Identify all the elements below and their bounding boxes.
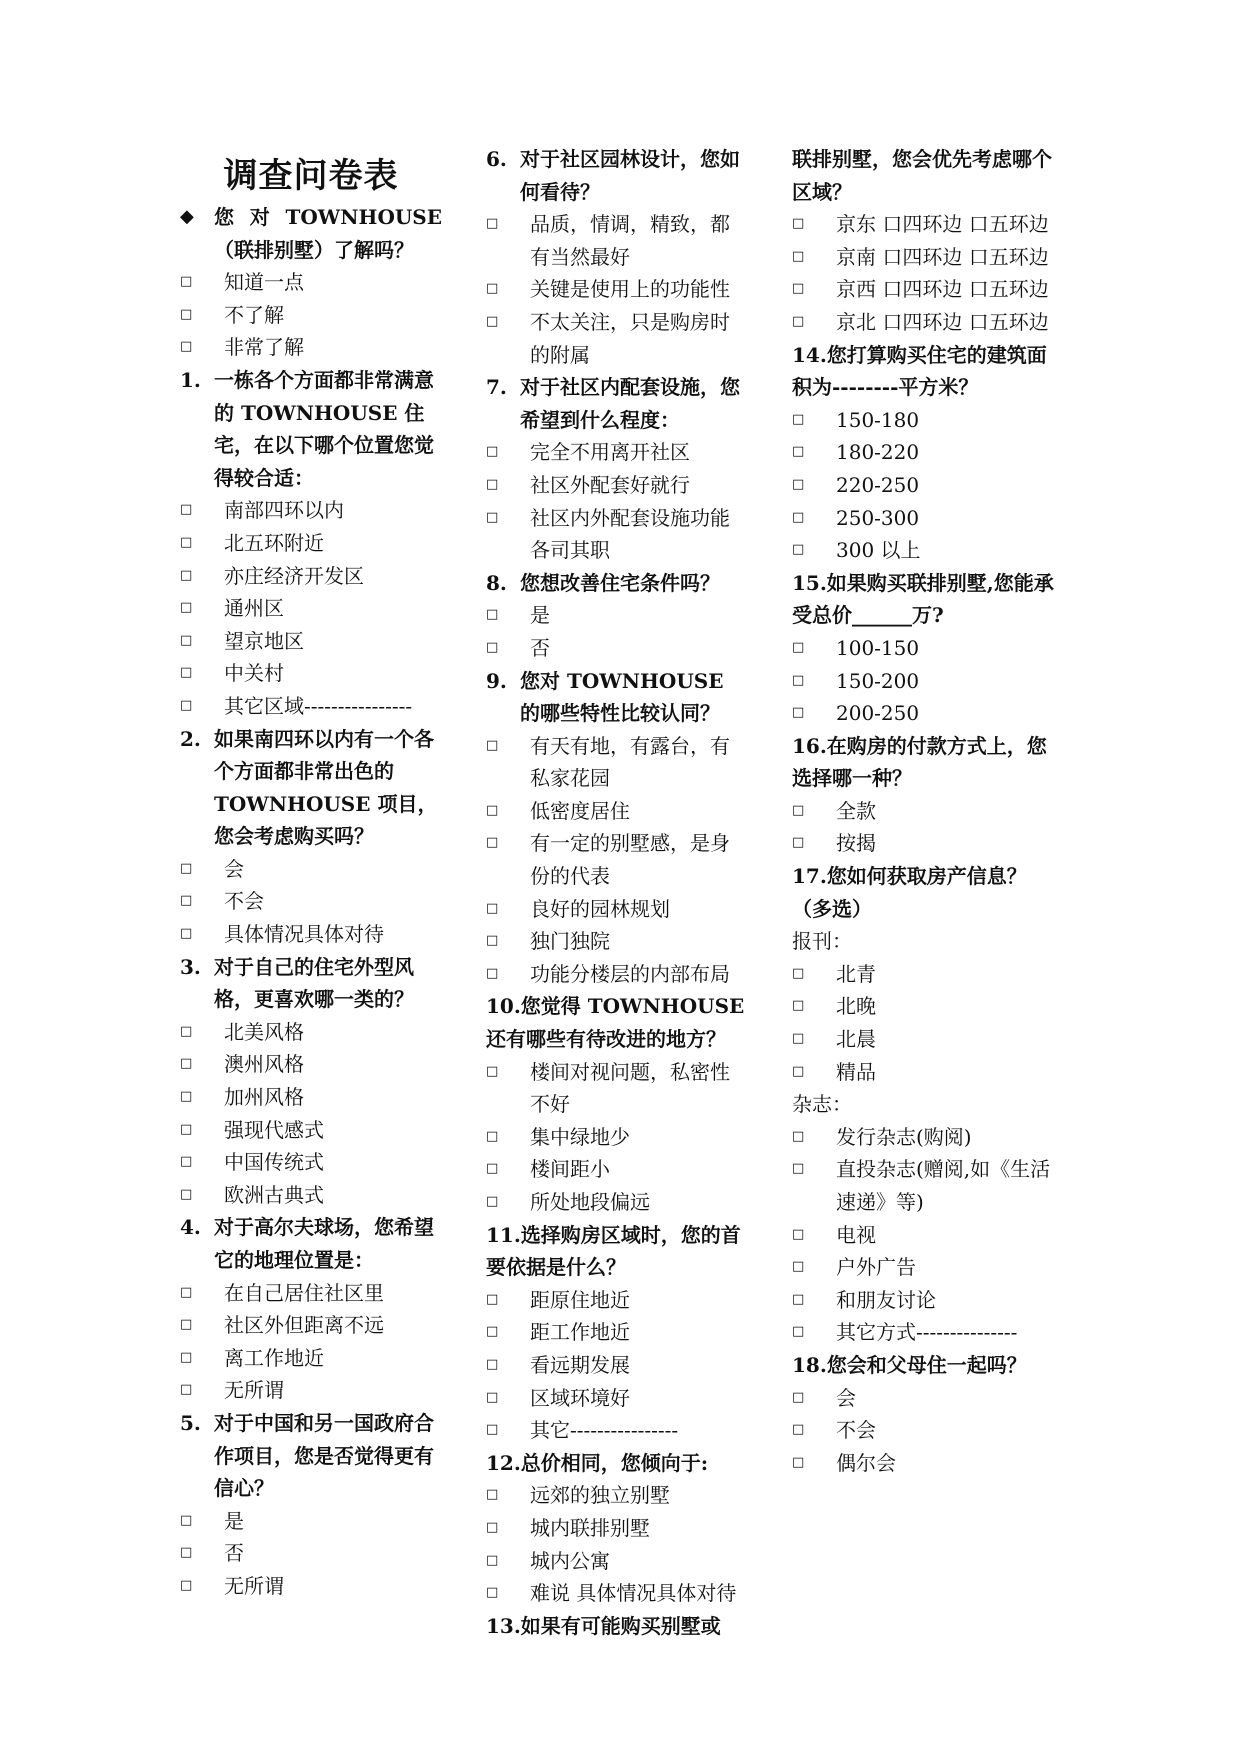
option-label: 低密度居住 <box>530 798 630 823</box>
checkbox-icon[interactable]: □ <box>792 1454 805 1470</box>
checkbox-icon[interactable]: □ <box>486 1422 499 1438</box>
label-papers: 报刊： <box>792 929 852 954</box>
column-2 <box>486 143 748 1642</box>
checkbox-icon[interactable]: □ <box>486 607 499 623</box>
option-label: 电视 <box>836 1222 876 1247</box>
option-list <box>486 1284 748 1447</box>
checkbox-option[interactable] <box>792 1121 1056 1154</box>
checkbox-icon[interactable]: □ <box>792 1259 805 1275</box>
checkbox-icon[interactable]: □ <box>792 1324 805 1340</box>
intro-question: ◆ 您 对 TOWNHOUSE （联排别墅）了解吗？ <box>180 201 442 266</box>
checkbox-icon[interactable]: □ <box>180 1284 193 1300</box>
option-label: 远郊的独立别墅 <box>530 1483 670 1508</box>
checkbox-option[interactable] <box>792 1056 1056 1089</box>
checkbox-option[interactable] <box>180 1537 442 1570</box>
checkbox-icon[interactable]: □ <box>486 900 499 916</box>
option-label: 北青 <box>836 961 876 986</box>
checkbox-option[interactable] <box>792 632 1056 665</box>
option-label: 中国传统式 <box>224 1150 324 1175</box>
option-label: 直投杂志(赠阅,如《生活速递》等) <box>836 1157 1051 1214</box>
checkbox-option[interactable] <box>180 527 442 560</box>
option-label: 楼间对视问题，私密性不好 <box>530 1059 730 1117</box>
checkbox-icon[interactable]: □ <box>486 802 499 818</box>
option-label: 功能分楼层的内部布局 <box>530 961 730 986</box>
option-label: 会 <box>836 1385 856 1410</box>
checkbox-icon[interactable]: □ <box>180 860 193 876</box>
checkbox-icon[interactable]: □ <box>180 306 193 322</box>
option-label: 所处地段偏远 <box>530 1190 650 1214</box>
checkbox-option[interactable] <box>792 1316 1056 1349</box>
option-label: 无所谓 <box>224 1378 284 1403</box>
checkbox-icon[interactable]: □ <box>792 248 805 264</box>
checkbox-icon[interactable]: □ <box>180 1154 193 1170</box>
question-13-start: 13.如果有可能购买别墅或 <box>486 1613 721 1638</box>
checkbox-option[interactable] <box>180 266 442 299</box>
option-list <box>180 1016 442 1212</box>
checkbox-option[interactable] <box>486 1512 748 1545</box>
checkbox-icon[interactable]: □ <box>180 1382 193 1398</box>
option-list <box>486 599 748 664</box>
option-list <box>792 632 1056 730</box>
option-list <box>180 853 442 951</box>
checkbox-option[interactable] <box>180 1114 442 1147</box>
question-4: 4. 对于高尔夫球场，您希望它的地理位置是： <box>180 1215 434 1272</box>
checkbox-icon[interactable]: □ <box>792 411 805 427</box>
checkbox-option[interactable] <box>486 893 748 926</box>
checkbox-icon[interactable]: □ <box>792 313 805 329</box>
option-list <box>792 404 1056 567</box>
checkbox-option[interactable] <box>486 502 748 567</box>
checkbox-icon[interactable]: □ <box>486 1356 499 1372</box>
checkbox-option[interactable] <box>486 1121 748 1154</box>
option-label: 220-250 <box>836 472 920 497</box>
checkbox-option[interactable] <box>792 436 1056 469</box>
option-list <box>486 208 748 371</box>
checkbox-option[interactable] <box>486 1316 748 1349</box>
checkbox-option[interactable] <box>180 1277 442 1310</box>
option-list <box>180 1505 442 1603</box>
checkbox-option[interactable] <box>792 1447 1056 1480</box>
option-label: 关键是使用上的功能性 <box>530 277 730 302</box>
checkbox-option[interactable] <box>180 1048 442 1081</box>
option-label: 欧洲古典式 <box>224 1182 324 1207</box>
option-label: 其它---------------- <box>530 1418 679 1443</box>
checkbox-option[interactable] <box>180 690 442 723</box>
option-label: 距工作地近 <box>530 1320 630 1345</box>
checkbox-icon[interactable]: □ <box>180 1317 193 1333</box>
option-list <box>180 494 442 722</box>
option-label: 其它区域---------------- <box>224 693 413 718</box>
option-label: 集中绿地少 <box>530 1124 630 1149</box>
option-label: 距原住地近 <box>530 1287 630 1312</box>
option-label: 200-250 <box>836 701 920 726</box>
checkbox-icon[interactable]: □ <box>792 1422 805 1438</box>
checkbox-option[interactable] <box>792 697 1056 730</box>
option-label: 强现代感式 <box>224 1117 324 1142</box>
question-13-rest: 联排别墅，您会优先考虑哪个区域？ <box>792 147 1052 204</box>
checkbox-option[interactable] <box>486 1382 748 1415</box>
checkbox-icon[interactable]: □ <box>792 476 805 492</box>
question-1: 1. 一栋各个方面都非常满意的 TOWNHOUSE 住宅，在以下哪个位置您觉得较合适： <box>180 367 434 490</box>
checkbox-icon[interactable]: □ <box>486 509 499 525</box>
checkbox-option[interactable] <box>180 494 442 527</box>
option-label: 南部四环以内 <box>224 498 344 523</box>
option-label: 100-150 <box>836 635 920 660</box>
checkbox-icon[interactable]: □ <box>180 274 193 290</box>
checkbox-option[interactable] <box>486 1414 748 1447</box>
checkbox-option[interactable] <box>486 1284 748 1317</box>
checkbox-icon[interactable]: □ <box>180 893 193 909</box>
checkbox-option[interactable] <box>486 599 748 632</box>
checkbox-icon[interactable]: □ <box>486 1128 499 1144</box>
option-label: 发行杂志(购阅) <box>836 1124 972 1149</box>
checkbox-icon[interactable]: □ <box>180 600 193 616</box>
checkbox-icon[interactable]: □ <box>486 444 499 460</box>
option-label: 150-200 <box>836 668 920 693</box>
checkbox-icon[interactable]: □ <box>792 1128 805 1144</box>
checkbox-icon[interactable]: □ <box>792 542 805 558</box>
checkbox-icon[interactable]: □ <box>486 1552 499 1568</box>
option-label: 在自己居住社区里 <box>224 1280 384 1305</box>
option-label: 和朋友讨论 <box>836 1287 936 1312</box>
option-label: 有一定的别墅感，是身份的代表 <box>530 831 730 889</box>
option-list <box>180 266 442 364</box>
checkbox-icon[interactable]: □ <box>486 639 499 655</box>
checkbox-icon[interactable]: □ <box>486 1063 499 1079</box>
checkbox-icon[interactable]: □ <box>486 1161 499 1177</box>
checkbox-option[interactable] <box>180 1179 442 1212</box>
checkbox-icon[interactable]: □ <box>486 1519 499 1535</box>
question-14: 14.您打算购买住宅的建筑面积为--------平方米？ <box>792 342 1047 400</box>
checkbox-option[interactable] <box>486 1153 748 1186</box>
checkbox-icon[interactable]: □ <box>180 339 193 355</box>
question-12: 12.总价相同，您倾向于: <box>486 1450 709 1475</box>
option-label: 是 <box>224 1508 244 1533</box>
checkbox-option[interactable] <box>792 208 1056 241</box>
option-label: 城内联排别墅 <box>530 1515 650 1540</box>
checkbox-icon[interactable]: □ <box>180 632 193 648</box>
checkbox-option[interactable] <box>180 885 442 918</box>
checkbox-option[interactable] <box>792 306 1056 339</box>
checkbox-icon[interactable]: □ <box>486 835 499 851</box>
option-label: 北晨 <box>836 1027 876 1052</box>
checkbox-option[interactable] <box>486 1186 748 1219</box>
checkbox-option[interactable] <box>180 560 442 593</box>
checkbox-icon[interactable]: □ <box>180 1089 193 1105</box>
checkbox-option[interactable] <box>486 1545 748 1578</box>
option-label: 望京地区 <box>224 628 304 653</box>
checkbox-icon[interactable]: □ <box>180 926 193 942</box>
checkbox-option[interactable] <box>486 1479 748 1512</box>
option-label: 250-300 <box>836 505 920 530</box>
checkbox-option[interactable] <box>792 827 1056 860</box>
checkbox-icon[interactable]: □ <box>180 665 193 681</box>
checkbox-icon[interactable]: □ <box>792 639 805 655</box>
option-label: 是 <box>530 603 550 628</box>
checkbox-icon[interactable]: □ <box>486 1194 499 1209</box>
option-label: 良好的园林规划 <box>530 896 670 921</box>
checkbox-option[interactable] <box>486 306 748 371</box>
checkbox-icon[interactable]: □ <box>792 1226 805 1242</box>
option-label: 难说 具体情况具体对待 <box>530 1581 737 1606</box>
option-label: 看远期发展 <box>530 1352 630 1377</box>
checkbox-option[interactable] <box>486 827 748 892</box>
question-15: 15.如果购买联排别墅,您能承受总价______万? <box>792 570 1054 628</box>
checkbox-icon[interactable]: □ <box>180 697 193 713</box>
checkbox-icon[interactable]: □ <box>486 1487 499 1503</box>
option-label: 180-220 <box>836 440 920 465</box>
option-label: 完全不用离开社区 <box>530 440 690 465</box>
page-title: 调查问卷表 <box>223 156 399 196</box>
checkbox-icon[interactable]: □ <box>180 534 193 550</box>
checkbox-option[interactable] <box>180 592 442 625</box>
option-label: 城内公寓 <box>530 1548 610 1573</box>
option-list <box>486 1056 748 1219</box>
option-label: 精品 <box>836 1059 876 1084</box>
checkbox-option[interactable] <box>792 1382 1056 1415</box>
checkbox-icon[interactable]: □ <box>486 1324 499 1340</box>
checkbox-option[interactable] <box>792 1153 1056 1218</box>
option-label: 否 <box>224 1541 244 1566</box>
checkbox-option[interactable] <box>792 502 1056 535</box>
question-8: 8. 您想改善住宅条件吗？ <box>486 570 720 595</box>
option-label: 中关村 <box>224 661 284 686</box>
checkbox-icon[interactable]: □ <box>486 1585 499 1601</box>
option-label: 具体情况具体对待 <box>224 922 384 947</box>
option-label: 通州区 <box>224 596 284 621</box>
option-label: 否 <box>530 635 550 660</box>
checkbox-icon[interactable]: □ <box>792 705 805 721</box>
checkbox-icon[interactable]: □ <box>792 802 805 818</box>
checkbox-icon[interactable]: □ <box>792 1291 805 1307</box>
option-label: 京北 口四环边 口五环边 <box>836 309 1049 334</box>
checkbox-option[interactable] <box>792 404 1056 437</box>
checkbox-icon[interactable]: □ <box>180 1023 193 1039</box>
checkbox-option[interactable] <box>486 632 748 665</box>
checkbox-option[interactable] <box>180 1309 442 1342</box>
checkbox-icon[interactable]: □ <box>792 1389 805 1405</box>
option-label: 区域环境好 <box>530 1385 630 1410</box>
checkbox-option[interactable] <box>486 1056 748 1121</box>
option-label: 300 以上 <box>836 538 921 563</box>
checkbox-icon[interactable]: □ <box>180 1349 193 1365</box>
question-17: 17.您如何获取房产信息？（多选） <box>792 864 1027 921</box>
question-11: 11.选择购房区域时，您的首要依据是什么？ <box>486 1222 741 1280</box>
option-list <box>486 436 748 566</box>
option-label: 楼间距小 <box>530 1157 610 1182</box>
checkbox-option[interactable] <box>792 241 1056 274</box>
option-label: 有天有地，有露台，有私家花园 <box>530 733 730 791</box>
question-7: 7. 对于社区内配套设施，您希望到什么程度： <box>486 375 740 432</box>
checkbox-option[interactable] <box>180 1081 442 1114</box>
option-label: 不太关注，只是购房时的附属 <box>530 309 730 367</box>
option-label: 户外广告 <box>836 1255 916 1280</box>
question-10: 10.您觉得 TOWNHOUSE 还有哪些有待改进的地方？ <box>486 994 745 1052</box>
checkbox-icon[interactable]: □ <box>486 1291 499 1307</box>
checkbox-option[interactable] <box>180 1146 442 1179</box>
option-label: 社区外配套好就行 <box>530 472 690 497</box>
option-label: 亦庄经济开发区 <box>224 563 364 588</box>
checkbox-icon[interactable]: □ <box>486 281 499 297</box>
checkbox-icon[interactable]: □ <box>792 835 805 851</box>
question-6: 6. 对于社区园林设计，您如何看待？ <box>486 147 740 204</box>
checkbox-option[interactable] <box>486 469 748 502</box>
option-label: 京南 口四环边 口五环边 <box>836 244 1049 269</box>
checkbox-icon[interactable]: □ <box>180 1186 193 1202</box>
option-label: 京东 口四环边 口五环边 <box>836 212 1049 237</box>
checkbox-icon[interactable]: □ <box>180 1056 193 1072</box>
checkbox-icon[interactable]: □ <box>792 1063 805 1079</box>
checkbox-icon[interactable]: □ <box>486 216 499 232</box>
checkbox-icon[interactable]: □ <box>792 1161 805 1177</box>
option-list <box>792 795 1056 860</box>
checkbox-option[interactable] <box>792 534 1056 567</box>
option-label: 全款 <box>836 798 876 823</box>
option-label: 非常了解 <box>224 335 304 360</box>
checkbox-option[interactable] <box>792 1023 1056 1056</box>
checkbox-option[interactable] <box>180 1016 442 1049</box>
checkbox-option[interactable] <box>180 853 442 886</box>
checkbox-option[interactable] <box>792 1251 1056 1284</box>
column-1 <box>180 143 442 1603</box>
checkbox-icon[interactable]: □ <box>792 216 805 232</box>
option-label: 北美风格 <box>224 1019 304 1044</box>
option-label: 社区内外配套设施功能各司其职 <box>530 505 730 563</box>
checkbox-icon[interactable]: □ <box>792 444 805 460</box>
diamond-bullet-icon: ◆ <box>180 206 194 227</box>
option-label: 不会 <box>224 889 264 914</box>
checkbox-icon[interactable]: □ <box>486 737 499 753</box>
option-label: 知道一点 <box>224 270 304 295</box>
checkbox-icon[interactable]: □ <box>792 509 805 525</box>
checkbox-icon[interactable]: □ <box>792 672 805 688</box>
checkbox-option[interactable] <box>486 1349 748 1382</box>
question-16: 16.在购房的付款方式上，您选择哪一种？ <box>792 733 1047 791</box>
option-label: 离工作地近 <box>224 1345 324 1370</box>
checkbox-option[interactable] <box>180 1342 442 1375</box>
checkbox-icon[interactable]: □ <box>180 1121 193 1137</box>
checkbox-option[interactable] <box>180 657 442 690</box>
checkbox-option[interactable] <box>792 795 1056 828</box>
option-label: 北晚 <box>836 994 876 1019</box>
option-list <box>486 730 748 991</box>
checkbox-option[interactable] <box>180 1570 442 1603</box>
checkbox-icon[interactable]: □ <box>486 313 499 329</box>
checkbox-option[interactable] <box>792 958 1056 991</box>
checkbox-icon[interactable]: □ <box>486 933 499 949</box>
checkbox-option[interactable] <box>180 1374 442 1407</box>
checkbox-icon[interactable]: □ <box>792 965 805 981</box>
option-label: 独门独院 <box>530 929 610 954</box>
checkbox-option[interactable] <box>486 795 748 828</box>
checkbox-option[interactable] <box>486 1577 748 1610</box>
option-list <box>792 1382 1056 1480</box>
checkbox-option[interactable] <box>180 918 442 951</box>
option-label: 不会 <box>836 1418 876 1443</box>
checkbox-option[interactable] <box>180 1505 442 1538</box>
label-magazines: 杂志： <box>792 1092 852 1117</box>
checkbox-icon[interactable]: □ <box>792 1031 805 1047</box>
checkbox-icon[interactable]: □ <box>486 476 499 492</box>
question-3: 3. 对于自己的住宅外型风格，更喜欢哪一类的？ <box>180 954 414 1012</box>
checkbox-option[interactable] <box>486 925 748 958</box>
checkbox-option[interactable] <box>792 1219 1056 1252</box>
question-18: 18.您会和父母住一起吗？ <box>792 1352 1027 1377</box>
option-label: 会 <box>224 856 244 881</box>
option-list <box>792 1121 1056 1349</box>
option-label: 北五环附近 <box>224 530 324 555</box>
option-label: 偶尔会 <box>836 1450 896 1475</box>
option-label: 加州风格 <box>224 1085 304 1110</box>
option-label: 150-180 <box>836 407 920 432</box>
checkbox-option[interactable] <box>792 1414 1056 1447</box>
option-label: 不了解 <box>224 302 284 327</box>
checkbox-option[interactable] <box>486 208 748 273</box>
checkbox-option[interactable] <box>792 1284 1056 1317</box>
checkbox-option[interactable] <box>180 331 442 364</box>
option-label: 其它方式--------------- <box>836 1320 1018 1345</box>
checkbox-option[interactable] <box>792 273 1056 306</box>
option-label: 澳州风格 <box>224 1052 304 1077</box>
checkbox-icon[interactable]: □ <box>486 1389 499 1405</box>
checkbox-option[interactable] <box>486 436 748 469</box>
checkbox-icon[interactable]: □ <box>180 1545 193 1561</box>
option-list <box>792 208 1056 338</box>
question-2: 2. 如果南四环以内有一个各个方面都非常出色的 TOWNHOUSE 项目，您会考虑购买吗？ <box>180 726 438 849</box>
option-label: 无所谓 <box>224 1573 284 1598</box>
checkbox-option[interactable] <box>792 665 1056 698</box>
checkbox-option[interactable] <box>180 625 442 658</box>
checkbox-option[interactable] <box>180 299 442 332</box>
column-3 <box>792 143 1056 1479</box>
checkbox-option[interactable] <box>486 273 748 306</box>
checkbox-option[interactable] <box>792 990 1056 1023</box>
checkbox-icon[interactable]: □ <box>792 281 805 297</box>
question-9: 9. 您对 TOWNHOUSE 的哪些特性比较认同？ <box>486 668 724 726</box>
checkbox-icon[interactable]: □ <box>180 502 193 518</box>
option-label: 社区外但距离不远 <box>224 1313 384 1338</box>
question-5: 5. 对于中国和另一国政府合作项目，您是否觉得更有信心？ <box>180 1410 434 1501</box>
option-list <box>486 1479 748 1609</box>
checkbox-option[interactable] <box>792 469 1056 502</box>
checkbox-icon[interactable]: □ <box>180 1512 193 1528</box>
option-label: 按揭 <box>836 831 876 856</box>
checkbox-icon[interactable]: □ <box>180 567 193 583</box>
checkbox-icon[interactable]: □ <box>486 965 499 981</box>
option-label: 京西 口四环边 口五环边 <box>836 277 1049 302</box>
checkbox-option[interactable] <box>486 730 748 795</box>
option-list <box>180 1277 442 1407</box>
option-list <box>792 958 1056 1088</box>
checkbox-icon[interactable]: □ <box>180 1577 193 1593</box>
checkbox-option[interactable] <box>486 958 748 991</box>
option-label: 品质，情调，精致，都有当然最好 <box>530 212 730 269</box>
checkbox-icon[interactable]: □ <box>792 998 805 1014</box>
